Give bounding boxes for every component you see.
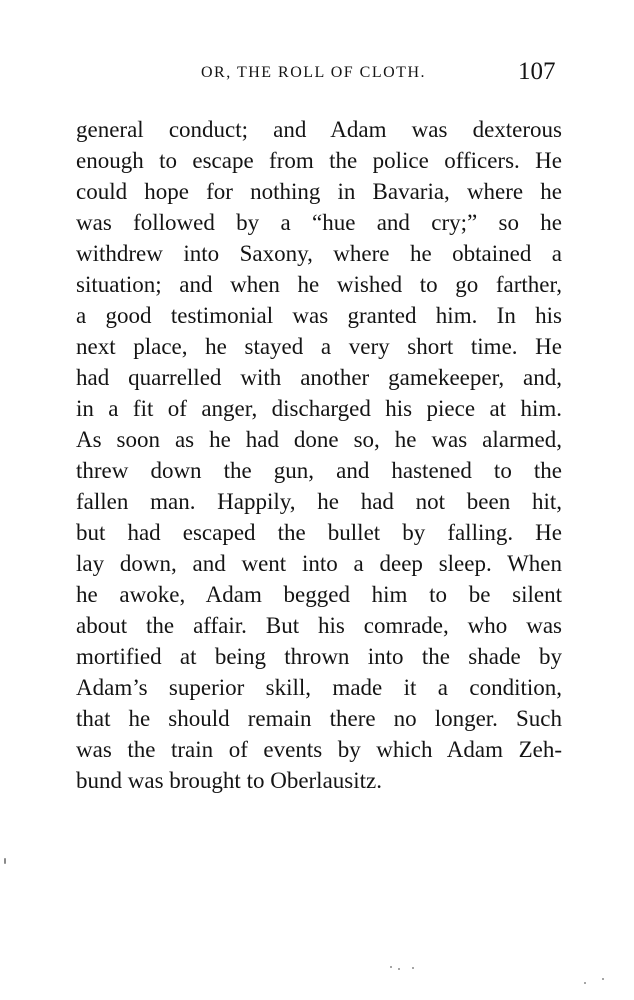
- text-line: mortified at being thrown into the shade by: [76, 644, 562, 669]
- text-line: that he should remain there no longer. Such: [76, 706, 562, 731]
- text-line: general conduct; and Adam was dexterous: [76, 117, 562, 142]
- paper-speck: [4, 858, 6, 864]
- text-line: withdrew into Saxony, where he obtained a: [76, 241, 562, 266]
- paper-speck: [398, 968, 400, 970]
- text-line: Adam’s superior skill, made it a condition,: [76, 675, 562, 700]
- text-line: situation; and when he wished to go farther,: [76, 272, 562, 297]
- text-line: threw down the gun, and hastened to the: [76, 458, 562, 483]
- text-line: a good testimonial was granted him. In his: [76, 303, 562, 328]
- text-line: fallen man. Happily, he had not been hit,: [76, 489, 562, 514]
- text-line: could hope for nothing in Bavaria, where he: [76, 179, 562, 204]
- paper-speck: [412, 967, 414, 969]
- text-line: about the affair. But his comrade, who was: [76, 613, 562, 638]
- body-text: [76, 114, 562, 796]
- page-number: 107: [518, 58, 556, 85]
- text-line: next place, he stayed a very short time. He: [76, 334, 562, 359]
- text-line: lay down, and went into a deep sleep. When: [76, 551, 562, 576]
- paper-speck: [584, 982, 586, 984]
- text-line: in a fit of anger, discharged his piece at him.: [76, 396, 562, 421]
- text-line: As soon as he had done so, he was alarmed,: [76, 427, 562, 452]
- text-line: was followed by a “hue and cry;” so he: [76, 210, 562, 235]
- running-header: [0, 0, 634, 100]
- paper-speck: [390, 966, 392, 968]
- text-line: enough to escape from the police officers. He: [76, 148, 562, 173]
- running-header-title: OR, THE ROLL OF CLOTH.: [201, 64, 426, 81]
- text-line-last: bund was brought to Oberlausitz.: [76, 768, 382, 793]
- text-line: he awoke, Adam begged him to be silent: [76, 582, 562, 607]
- text-line: was the train of events by which Adam Zeh-: [76, 737, 562, 762]
- paper-speck: [602, 978, 604, 980]
- text-line: but had escaped the bullet by falling. He: [76, 520, 562, 545]
- text-line: had quarrelled with another gamekeeper, and,: [76, 365, 562, 390]
